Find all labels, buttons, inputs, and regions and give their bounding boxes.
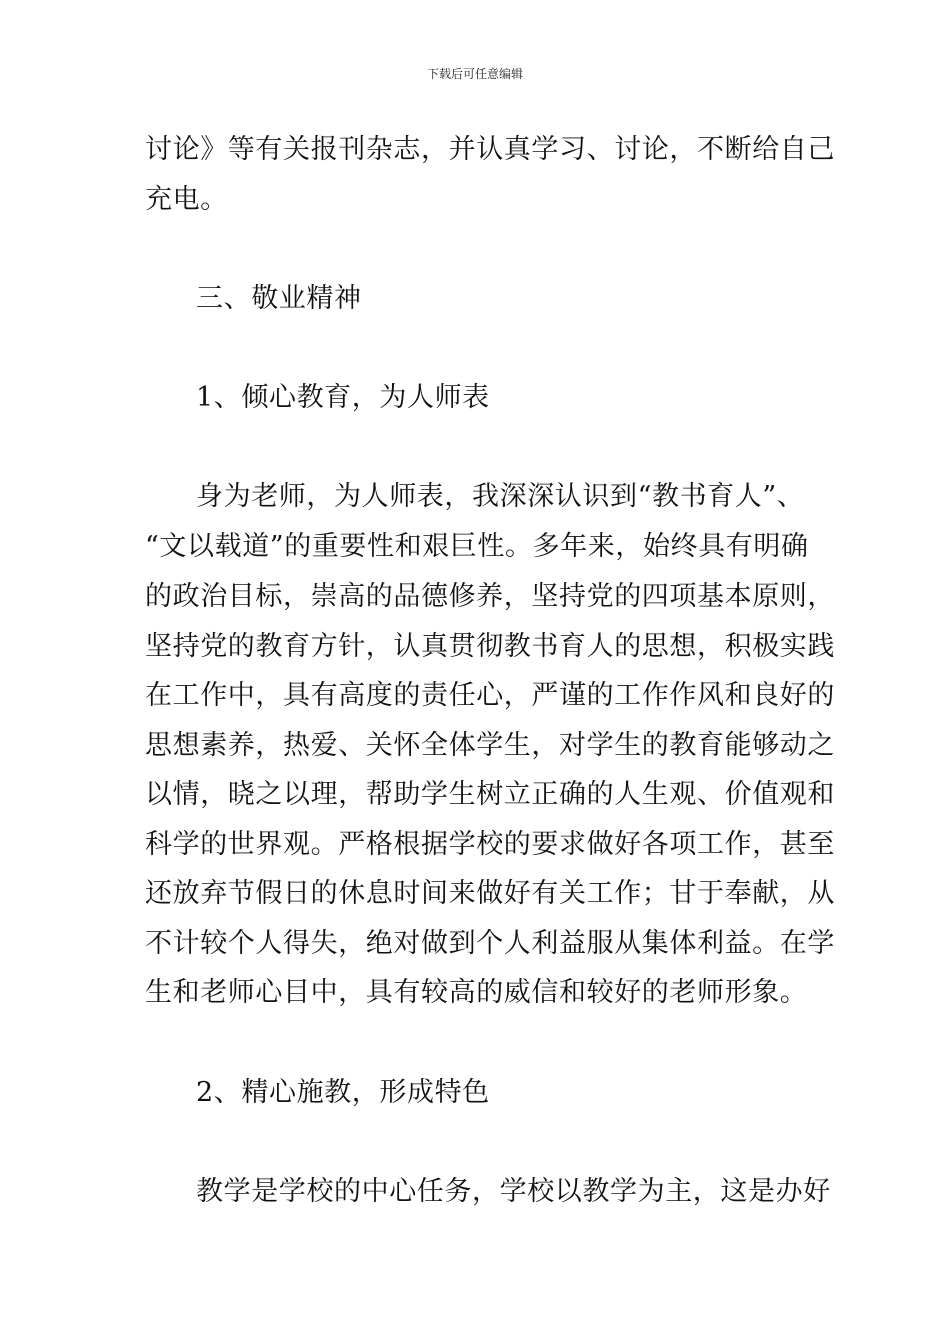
- paragraph-line: 充电。: [145, 184, 228, 215]
- paragraph-line: 科学的世界观。严格根据学校的要求做好各项工作，甚至: [145, 829, 835, 860]
- paragraph-line: 的政治目标，崇高的品德修养，坚持党的四项基本原则，: [145, 581, 835, 612]
- paragraph-line: 身为老师，为人师表，我深深认识到“教书育人”、: [196, 481, 805, 512]
- subsection-heading: 2、精心施教，形成特色: [196, 1077, 490, 1108]
- paragraph-line: 在工作中，具有高度的责任心，严谨的工作作风和良好的: [145, 680, 835, 711]
- page-header: 下载后可任意编辑: [426, 67, 523, 81]
- subsection-heading: 1、倾心教育，为人师表: [196, 382, 490, 413]
- paragraph-line: 思想素养，热爱、关怀全体学生，对学生的教育能够动之: [145, 730, 835, 761]
- paragraph-line: 坚持党的教育方针，认真贯彻教书育人的思想，积极实践: [145, 631, 835, 662]
- paragraph-line: “文以载道”的重要性和艰巨性。多年来，始终具有明确: [145, 531, 809, 562]
- paragraph-line: 教学是学校的中心任务，学校以教学为主，这是办好: [196, 1176, 831, 1207]
- paragraph-line: 以情，晓之以理，帮助学生树立正确的人生观、价值观和: [145, 779, 835, 810]
- paragraph-line: 生和老师心目中，具有较高的威信和较好的老师形象。: [145, 977, 808, 1008]
- paragraph-line: 还放弃节假日的休息时间来做好有关工作；甘于奉献，从: [145, 878, 835, 909]
- section-heading: 三、敬业精神: [196, 283, 362, 314]
- paragraph-line: 讨论》等有关报刊杂志，并认真学习、讨论，不断给自己: [145, 134, 835, 165]
- paragraph-line: 不计较个人得失，绝对做到个人利益服从集体利益。在学: [145, 928, 835, 959]
